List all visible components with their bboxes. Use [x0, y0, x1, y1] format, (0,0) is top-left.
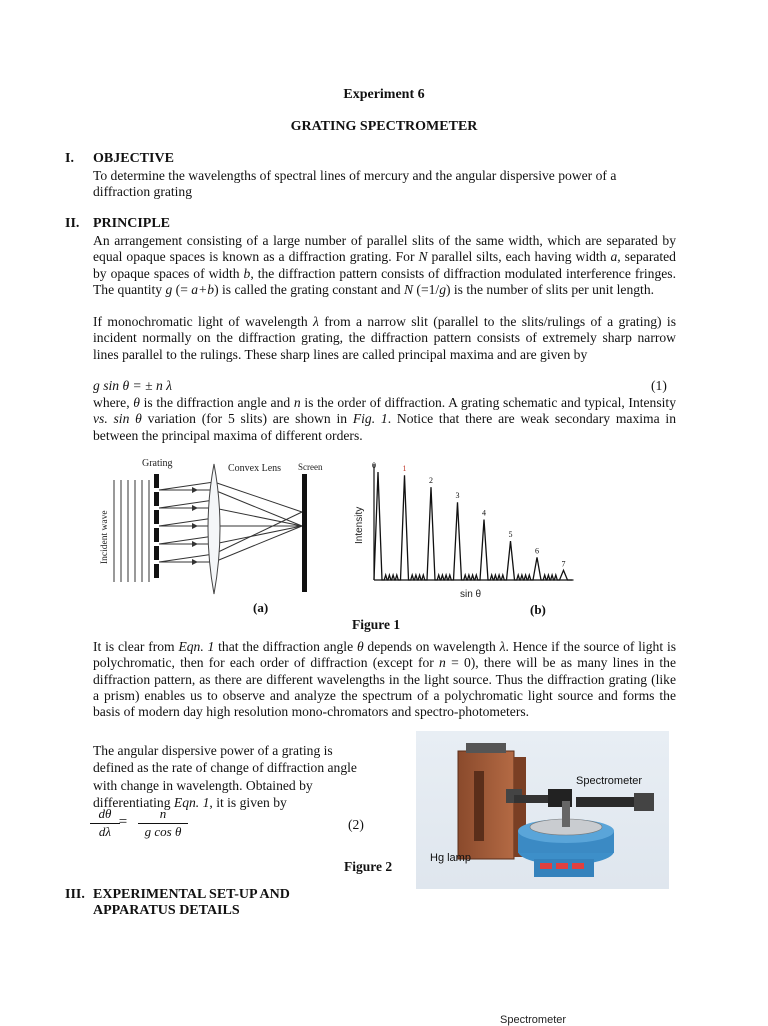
figure2-caption: Figure 2 [344, 859, 393, 874]
experiment-number: Experiment 6 [343, 87, 425, 102]
equation-1: g sin θ = ± n λ [93, 378, 173, 393]
peak-order-label: 6 [535, 546, 539, 556]
page-title: GRATING SPECTROMETER [290, 119, 478, 134]
figure1-sub-b: (b) [530, 602, 546, 617]
section-heading-setup-line1: EXPERIMENTAL SET-UP AND [93, 887, 290, 902]
peak-order-label: 7 [561, 559, 566, 569]
section-number-setup: III. [65, 887, 85, 902]
dispersive-power-paragraph: The angular dispersive power of a grating is defined as the rate of change of diffraction angle with change in wavelength. Obtained by differentiating Eqn. 1, it is given by [93, 743, 357, 810]
label-grating: Grating [142, 458, 173, 469]
peak-order-label: 2 [429, 476, 433, 486]
objective-text: To determine the wavelengths of spectral lines of mercury and the angular dispersive power of a diffraction grating [93, 168, 617, 200]
section-number-objective: I. [65, 151, 74, 166]
label-spectrometer: Spectrometer [576, 775, 643, 787]
spectrometer-photo [416, 731, 669, 889]
figure1-caption: Figure 1 [352, 617, 401, 632]
polychromatic-paragraph: It is clear from Eqn. 1 that the diffraction angle θ depends on wavelength λ. Hence if the source of light is polychromatic, then for each order of diffraction (except for n = 0), there will be as many lines in the diffraction pattern, as there are different wavelengths in the light source. Thus the diffraction grating (like a prism) enables us to observe and analyze the spectrum of a polychromatic light source and forms the basis of modern day high resolution mono-chromators and spectro-photometers. [93, 639, 677, 720]
label-hg-lamp: Hg lamp [430, 852, 471, 864]
equation-2-label: (2) [348, 817, 364, 832]
plot-x-label: sin θ [460, 589, 482, 600]
grating-schematic [92, 452, 342, 604]
peak-order-label: 1 [402, 464, 407, 474]
section-heading-principle: PRINCIPLE [93, 216, 171, 231]
figure1-sub-a: (a) [253, 600, 269, 615]
equation-2: dθ dλ = n g cos θ [90, 806, 290, 846]
peak-order-label: 5 [508, 530, 513, 540]
peak-order-label: 0 [372, 461, 376, 470]
equation-1-label: (1) [651, 378, 667, 393]
footer-cut-label: Spectrometer [500, 1014, 567, 1026]
principle-paragraph-3: where, θ is the diffraction angle and n is the order of diffraction. A grating schematic and typical, Intensity vs. sin θ variation (for 5 slits) are shown in Fig. 1. Notice that there are weak secondary maxima in between the principal maxima of different orders. [93, 395, 676, 443]
section-heading-objective: OBJECTIVE [93, 151, 174, 166]
label-screen: Screen [298, 462, 323, 472]
label-incident-wave: Incident wave [100, 510, 110, 564]
intensity-plot [350, 452, 580, 604]
principle-paragraph-1: An arrangement consisting of a large number of parallel slits of the same width, which are separated by equal opaque spaces is known as a diffraction grating. For N parallel silts, each having width a, separated by opaque spaces of width b, the diffraction pattern consists of diffraction modulated interference fringes. The quantity g (= a+b) is called the grating constant and N (=1/g) is the number of slits per unit length. [93, 233, 676, 297]
section-heading-setup-line2: APPARATUS DETAILS [93, 903, 240, 918]
peak-order-label: 3 [455, 491, 460, 501]
section-number-principle: II. [65, 216, 80, 231]
principle-paragraph-2: If monochromatic light of wavelength λ from a narrow slit (parallel to the slits/rulings of a grating) is incident normally on the diffraction grating, the diffraction pattern consists of extremely sharp narrow lines parallel to the rulings. These sharp lines are called principal maxima and are given by [93, 314, 677, 362]
label-convex-lens: Convex Lens [228, 463, 282, 474]
peak-order-label: 4 [482, 508, 486, 518]
plot-y-label: Intensity [354, 506, 365, 544]
